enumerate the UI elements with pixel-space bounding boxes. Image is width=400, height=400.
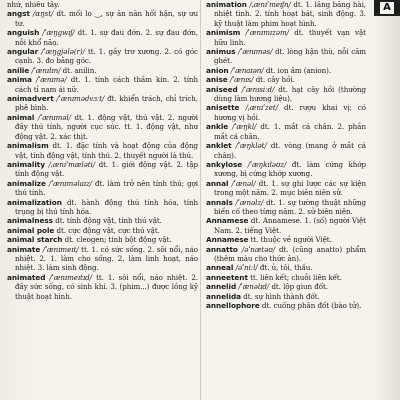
- entry-definition: đt. khiển trách, chỉ trích, phê bình.: [15, 94, 198, 113]
- dictionary-entry: [7, 245, 198, 273]
- dictionary-entry: [206, 245, 366, 264]
- entry-definition: dt. 1. đặc tính và hoạt động của động vật, tính động vật, tính thú. 2. thuyết người là thú.: [15, 141, 198, 160]
- entry-pronunciation: /ˈænɪmədvɜːt/: [56, 94, 105, 104]
- dictionary-entry: [7, 216, 198, 225]
- entry-headword: animalism: [7, 141, 49, 151]
- dictionary-entry: [7, 94, 198, 113]
- entry-pronunciation: /ɑŋst/: [33, 9, 54, 19]
- entry-definition: dt. 1. động vật, thú vật. 2. người đầy thú tính, người cục súc. tt. 1. động vật, như động vật. 2. xác thịt.: [15, 112, 198, 141]
- dictionary-entry: [206, 47, 366, 66]
- entry-headword: aniseed: [206, 84, 238, 94]
- entry-headword: animal pole: [7, 225, 55, 235]
- entry-definition: dt. sự hình thành đốt.: [243, 291, 320, 301]
- dictionary-entry: [206, 0, 366, 28]
- entry-definition: dt. (cũng anatto) phẩm (thêm màu cho thức ăn).: [214, 244, 366, 263]
- entry-pronunciation: /ˈænɪmɪzəm/: [245, 28, 289, 38]
- entry-headword: animation: [206, 0, 247, 9]
- entry-pronunciation: /ˈænɪsiːd/: [241, 84, 275, 94]
- right-column: [206, 0, 366, 400]
- entry-definition: dt. rượu khai vị; có hương vị hồi.: [214, 103, 366, 122]
- entry-pronunciation: /ˈænəl/: [231, 178, 256, 188]
- entry-definition: dt. ion âm (anion).: [265, 65, 332, 75]
- entry-pronunciation: /ˌænɪˈzet/: [245, 103, 279, 113]
- entry-pronunciation: /ˈænɪs/: [229, 75, 254, 85]
- dictionary-entry: [206, 141, 366, 160]
- entry-headword: annal: [206, 178, 229, 188]
- entry-pronunciation: /ˌænɪˈmeɪʃn/: [249, 0, 291, 9]
- entry-definition: dt. 1. sự đau đớn. 2. sự đau đớn, nỗi khổ não.: [15, 28, 198, 47]
- page-edge-shadow: [376, 16, 400, 400]
- entry-headword: annals: [206, 197, 233, 207]
- entry-headword: anneal: [206, 263, 234, 273]
- dictionary-entry: [7, 28, 198, 47]
- entry-pronunciation: /əˈnætəʊ/: [241, 244, 276, 254]
- entry-headword: Annamese: [206, 235, 249, 245]
- dictionary-entry: [206, 160, 366, 179]
- dictionary-entry: [206, 301, 366, 310]
- entry-definition: dt. cực động vật, cực thú vật.: [56, 225, 160, 235]
- entry-definition: dt. 1. sự ghi lược các sự kiện trong một năm. 2. mục biên niên sử.: [214, 178, 366, 198]
- entry-definition: dt. 1. lăng băng hài, nhiệt tình. 2. tính hoạt bát, sinh động. 3. kỹ thuật làm phim hoạt hình.: [214, 0, 366, 28]
- entry-headword: anguish: [7, 28, 40, 38]
- entry-pronunciation: /ˈæŋgjələ(r)/: [41, 47, 85, 57]
- entry-headword: animated: [7, 272, 46, 282]
- entry-definition: dt. cuống phân đốt (bào tử).: [261, 301, 362, 310]
- dictionary-entry: [7, 160, 198, 179]
- dictionary-entry: [206, 75, 366, 84]
- entry-headword: anise: [206, 75, 228, 85]
- entry-definition: dt. vòng (mang ở mắt cá chân).: [214, 141, 366, 160]
- entry-headword: angst: [7, 9, 30, 19]
- entry-headword: anneetent: [206, 272, 248, 282]
- entry-headword: animal: [7, 112, 35, 122]
- entry-headword: animal starch: [7, 235, 63, 245]
- dictionary-entry: [7, 235, 198, 244]
- entry-pronunciation: /ˈænɪməlaɪz/: [48, 178, 92, 188]
- entry-headword: annatto: [206, 244, 238, 254]
- entry-headword: angular: [7, 47, 39, 57]
- dictionary-entry: [7, 141, 198, 160]
- entry-headword: animalize: [7, 178, 46, 188]
- entry-definition: đt. làm trở nên tính thú; gợi thú tính.: [15, 178, 198, 198]
- entry-pronunciation: /ˈænɪməs/: [238, 47, 273, 57]
- entry-pronunciation: /ˈæŋkl/: [232, 122, 257, 132]
- dictionary-entry: [206, 198, 366, 217]
- dictionary-entry: [7, 179, 198, 198]
- dictionary-entry: [206, 263, 366, 272]
- left-column: [4, 0, 198, 400]
- entry-definition: dt. 1. tính cách thầm kín. 2. tính cách tỉ nam ái nữ.: [15, 75, 198, 94]
- entry-headword: animadvert: [7, 94, 54, 104]
- dictionary-entry: [7, 0, 198, 9]
- entry-pronunciation: /ˈæŋklət/: [235, 141, 267, 151]
- entry-definition: tt. 1. gầy trơ xương. 2. có góc cạnh. 3. đo bằng góc.: [15, 47, 198, 66]
- dictionary-entry: [7, 66, 198, 75]
- entry-definition: dt. anilin.: [62, 65, 97, 75]
- entry-definition: dt. hành động thú tính hóa, tính trụng bị thú tính hóa.: [15, 197, 198, 216]
- entry-definition: dt. 1. mắt cá chân. 2. phần mắt cá chân.: [214, 122, 366, 141]
- entry-definition: dt. lòng hận thù, nỗi căm ghét.: [214, 47, 366, 66]
- column-divider: [200, 0, 201, 400]
- entry-headword: animalization: [7, 197, 62, 207]
- entry-headword: animalness: [7, 216, 53, 226]
- dictionary-entry: [7, 273, 198, 301]
- dictionary-entry: [206, 66, 366, 75]
- entry-definition: đt. ủ, tôi, thấu.: [259, 263, 313, 273]
- dictionary-entry: [206, 292, 366, 301]
- entry-headword: ankle: [206, 122, 229, 132]
- dictionary-entry: [206, 122, 366, 141]
- entry-headword: animality: [7, 159, 45, 169]
- entry-pronunciation: /ˈænaɪən/: [230, 65, 264, 75]
- entry-pronunciation: /ˈæŋkɪləʊz/: [247, 159, 287, 169]
- entry-headword: anklet: [206, 141, 232, 151]
- entry-headword: animism: [206, 28, 241, 38]
- entry-pronunciation: /ˈænɪmeɪt/: [42, 244, 79, 254]
- dictionary-entry: [206, 282, 366, 291]
- entry-definition: dt. 1. giới động vật. 2. tập tính động vật.: [15, 159, 198, 179]
- entry-definition: dt. cleogen; tinh bột động vật.: [64, 235, 172, 245]
- thumb-index-tab: [374, 0, 400, 16]
- entry-pronunciation: /əˈniːl/: [235, 263, 258, 273]
- entry-definition: dt. thuyết vạn vật hữu linh.: [214, 28, 366, 47]
- dictionary-entry: [206, 235, 366, 244]
- entry-definition: nhứ, nhiêu tây.: [7, 0, 60, 9]
- entry-headword: annellophore: [206, 301, 260, 310]
- entry-pronunciation: /ˈænəlɪd/: [238, 282, 270, 292]
- entry-definition: dt. Annamese. 1. (số) người Việt Nam. 2. tiếng Việt.: [214, 216, 366, 235]
- dictionary-entry: [7, 9, 198, 28]
- entry-definition: tt. 1. có sức sống. 2. sôi nổi, náo nhiệt. 2. 1. làm cho sống. 2. làm linh hoạt, náo nhiệt. 3. làm sinh động.: [15, 244, 198, 273]
- entry-definition: dt. mối lo ‿, sự ăn năn hối hận, sự ưu tư.: [15, 9, 198, 28]
- dictionary-entry: [206, 85, 366, 104]
- entry-definition: dt. hạt cây hồi (thường dùng làm hương liệu).: [214, 84, 366, 104]
- dictionary-entry: [206, 103, 366, 122]
- dictionary-entry: [206, 273, 366, 282]
- entry-definition: tt. thuộc về người Việt.: [250, 235, 332, 245]
- entry-definition: đt. làm cứng khớp xương, bị cứng khớp xương.: [214, 159, 366, 179]
- dictionary-entry: [7, 113, 198, 141]
- entry-headword: Annamese: [206, 216, 249, 226]
- entry-headword: annelid: [206, 282, 237, 292]
- entry-pronunciation: /ˈænəlz/: [235, 197, 264, 207]
- entry-headword: anima: [7, 75, 32, 85]
- entry-headword: anisette: [206, 103, 240, 113]
- entry-headword: ankylose: [206, 159, 243, 169]
- entry-pronunciation: /ˈænɪlɪn/: [31, 65, 61, 75]
- entry-pronunciation: /ˈænɪməl/: [37, 112, 71, 122]
- entry-pronunciation: /ˈænɪmeɪtɪd/: [49, 272, 93, 282]
- entry-definition: dt. 1. sự tường thuật những biến cố theo từng năm. 2. sử biên niên.: [214, 197, 366, 216]
- entry-pronunciation: /ˈænɪmə/: [35, 75, 67, 85]
- dictionary-entry: [7, 75, 198, 94]
- dictionary-entry: [7, 47, 198, 66]
- dictionary-entry: [206, 216, 366, 235]
- entry-headword: animus: [206, 47, 236, 57]
- entry-headword: animate: [7, 244, 41, 254]
- entry-definition: tt. liên kết; chuỗi liên kết.: [250, 272, 342, 282]
- dictionary-entry: [206, 28, 366, 47]
- entry-pronunciation: /ˌænɪˈmæləti/: [48, 159, 96, 169]
- entry-definition: dt. lộp giun đốt.: [271, 282, 329, 292]
- entry-pronunciation: /ˈæŋgwɪʃ/: [42, 28, 75, 38]
- dictionary-entry: [206, 179, 366, 198]
- thumb-index-letter: A: [380, 2, 394, 14]
- entry-definition: dt. tính động vật, tính thú vật.: [55, 216, 162, 226]
- entry-definition: tt. 1. sôi nổi, náo nhiệt. 2. đầy sức sống, có sinh khí. 3. (phim...) được lồng kỹ thuật hoạt hình.: [15, 272, 198, 301]
- entry-headword: annelida: [206, 291, 242, 301]
- dictionary-entry: [7, 226, 198, 235]
- dictionary-entry: [7, 198, 198, 217]
- entry-headword: anion: [206, 65, 229, 75]
- entry-headword: anilie: [7, 65, 30, 75]
- entry-definition: dt. cây hồi.: [255, 75, 295, 85]
